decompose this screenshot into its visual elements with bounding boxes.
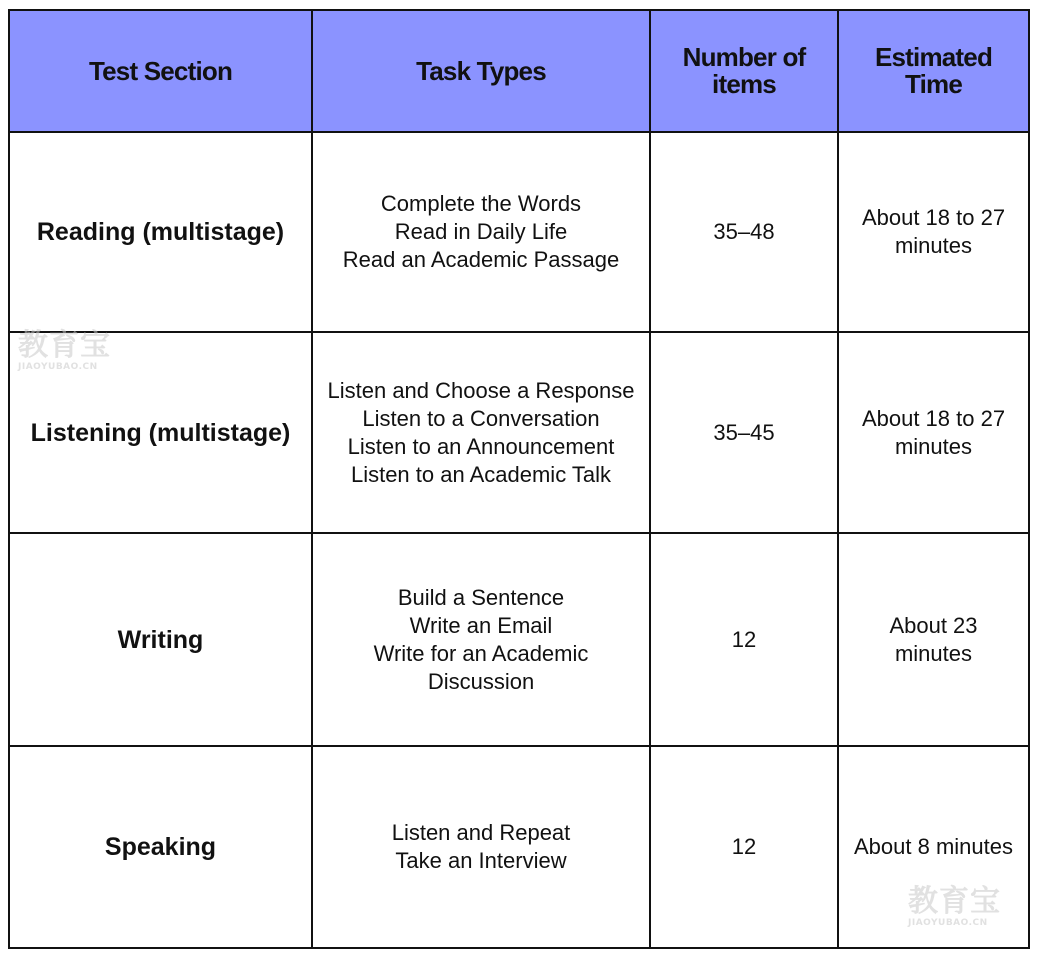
- task-type: Read an Academic Passage: [342, 247, 620, 273]
- task-type: Take an Interview: [395, 848, 567, 874]
- header-number-of-items: Number of items: [650, 10, 838, 132]
- task-types-cell: [312, 533, 650, 747]
- task-types-cell: [312, 132, 650, 332]
- items-cell: 12: [650, 533, 838, 747]
- task-type: Listen to an Academic Talk: [350, 461, 612, 487]
- section-cell: Listening (multistage): [9, 332, 312, 532]
- watermark-domain: JIAOYUBAO.CN: [18, 362, 98, 372]
- task-type: Read in Daily Life: [394, 219, 568, 245]
- header-task-types: Task Types: [312, 10, 650, 132]
- table-header-row: [9, 10, 1029, 132]
- header-test-section: Test Section: [9, 10, 312, 132]
- time-cell: About 23 minutes: [838, 533, 1029, 747]
- table-row-writing: [9, 533, 1029, 747]
- task-type: Build a Sentence: [397, 584, 565, 610]
- task-type: Write for an Academic Discussion: [373, 640, 589, 694]
- items-cell: 35–48: [650, 132, 838, 332]
- section-cell: Speaking: [9, 746, 312, 948]
- items-cell: 12: [650, 746, 838, 948]
- time-cell: About 8 minutes: [838, 746, 1029, 948]
- test-structure-table: [8, 9, 1030, 949]
- time-cell: About 18 to 27 minutes: [838, 332, 1029, 532]
- task-type: Listen and Choose a Response: [327, 377, 635, 403]
- table-row-reading: [9, 132, 1029, 332]
- table-row-speaking: [9, 746, 1029, 948]
- task-type: Listen to a Conversation: [362, 405, 600, 431]
- table-row-listening: [9, 332, 1029, 532]
- section-cell: Writing: [9, 533, 312, 747]
- header-estimated-time: Estimated Time: [838, 10, 1029, 132]
- task-types-cell: [312, 746, 650, 948]
- section-cell: Reading (multistage): [9, 132, 312, 332]
- watermark-text: 教育宝: [18, 328, 111, 363]
- task-type: Listen and Repeat: [391, 820, 571, 846]
- time-cell: About 18 to 27 minutes: [838, 132, 1029, 332]
- watermark-text: 教育宝: [908, 884, 1001, 919]
- watermark-domain: JIAOYUBAO.CN: [908, 918, 988, 928]
- task-type: Complete the Words: [380, 191, 582, 217]
- items-cell: 35–45: [650, 332, 838, 532]
- task-type: Listen to an Announcement: [347, 433, 615, 459]
- task-types-cell: [312, 332, 650, 532]
- task-type: Write an Email: [409, 612, 553, 638]
